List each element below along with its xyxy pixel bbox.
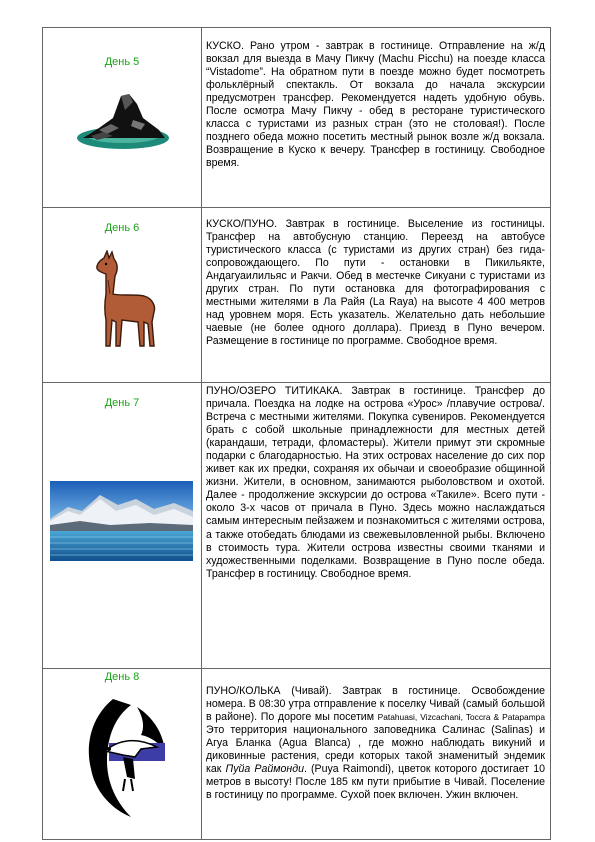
day-description (206, 685, 545, 802)
day-text: КУСКО/ПУНО. Завтрак в гостинице. Выселение из гостиницы. Трансфер на автобусную станцию. Переезд на автобусе туристического класса (с туристами из других стран) без гида- сопровождающего. По пути - остановки в Пикильякте, Андагуаилильяс и Ракчи. Обед в местечке Сикуани с туристами из других стран. По пути остановка для фотографирования с местными жителями в Ла Райя (La Raya) на высоте 4 400 метров над уровнем моря. Есть указатель. Желательно дать небольшие чаевые (не более одного доллара). Приезд в Пуно вечером. Размещение в гостинице по программе. Свободное время. (206, 218, 545, 348)
day-description (206, 40, 545, 170)
machu-picchu-icon (73, 90, 173, 152)
day-label: День 7 (104, 397, 140, 409)
day-description (206, 385, 545, 581)
day-row (42, 382, 551, 668)
day-label: День 8 (104, 671, 140, 683)
llama-icon (88, 250, 163, 350)
day-row (42, 27, 551, 207)
day-cell (43, 208, 202, 382)
place-names: Patahuasi, Vizcachani, Toccra & Patapampa (377, 712, 545, 723)
day-description (206, 218, 545, 348)
lake-titicaca-icon (50, 481, 193, 561)
day-text: ПУНО/ОЗЕРО ТИТИКАКА. Завтрак в гостинице. Трансфер до причала. Поездка на лодке на острова «Урос» /плавучие острова/. Встреча с местными жителями. Покупка сувениров. Рекомендуется брать с собой школьные принадлежности для местных детей (карандаши, тетради, фломастеры). Жители примут эти скромные подарки с благодарностью. На этих островах население до сих пор живет как их предки, сохраняя их обычаи и своеобразие общинной жизни. Жители, в основном, занимаются рыболовством и охотой. Далее - продолжение экскурсии до острова «Такиле». Всего пути - около 3-х часов от причала в Пуно. Здесь можно наслаждаться самым интересным пейзажем и познакомиться с жителями острова, а также отобедать блюдами из свежевыловленной рыбы. Включено в стоимость тура. Жители острова известны своими тканями и художественными поделками. Возвращение в Пуно после обеда. Трансфер в гостиницу. Свободное время. (206, 385, 545, 580)
day-text-part: Это территория национального заповедника Салинас (Salinas) и Агуа Бланка (Agua Blanca) , где можно наблюдать викуний и диковинные растения, среди которых такой знаменитый эндемик как (206, 724, 545, 776)
day-text-part: ПУНО/КОЛЬКА (Чивай). Завтрак в гостинице. Освобождение номера. В 08:30 утра отправление к поселку Чивай (самый большой в районе). По дороге мы посетим (206, 685, 545, 724)
day-text: КУСКО. Рано утром - завтрак в гостинице. Отправление на ж/д вокзал для выезда в Мачу Пикчу (Machu Picchu) на поезде класса “Vistadome”. На обратном пути в поезде можно будет посмотреть фольклёрный спектакль. От вокзала до начала экскурсии предусмотрен трансфер. Рекомендуется надеть удобную обувь. После осмотра Мачу Пикчу - обед в ресторане туристического класса с туристами из разных стран (это не столовая!). После позднего обеда можно посетить местный рынок возле ж/д вокзала. Возвращение в Куско к вечеру. Трансфер в гостиницу. Свободное время. (206, 40, 545, 170)
day-cell (43, 669, 202, 839)
day-text-part: . (Puya Raimondi), цветок которого достигает 10 метров в высоту! После 185 км пути прибытие в Чивай. Поселение в гостиницу по программе. Сухой поек включен. Ужин включен. (206, 763, 546, 802)
day-row (42, 668, 551, 840)
day-cell (43, 28, 202, 207)
condor-emblem-icon (79, 697, 175, 819)
day-row (42, 207, 551, 382)
plant-name: Пуйа Раймонди (225, 763, 304, 776)
day-text (206, 685, 545, 802)
day-label: День 5 (104, 56, 140, 68)
day-label: День 6 (104, 222, 140, 234)
day-cell (43, 383, 202, 668)
